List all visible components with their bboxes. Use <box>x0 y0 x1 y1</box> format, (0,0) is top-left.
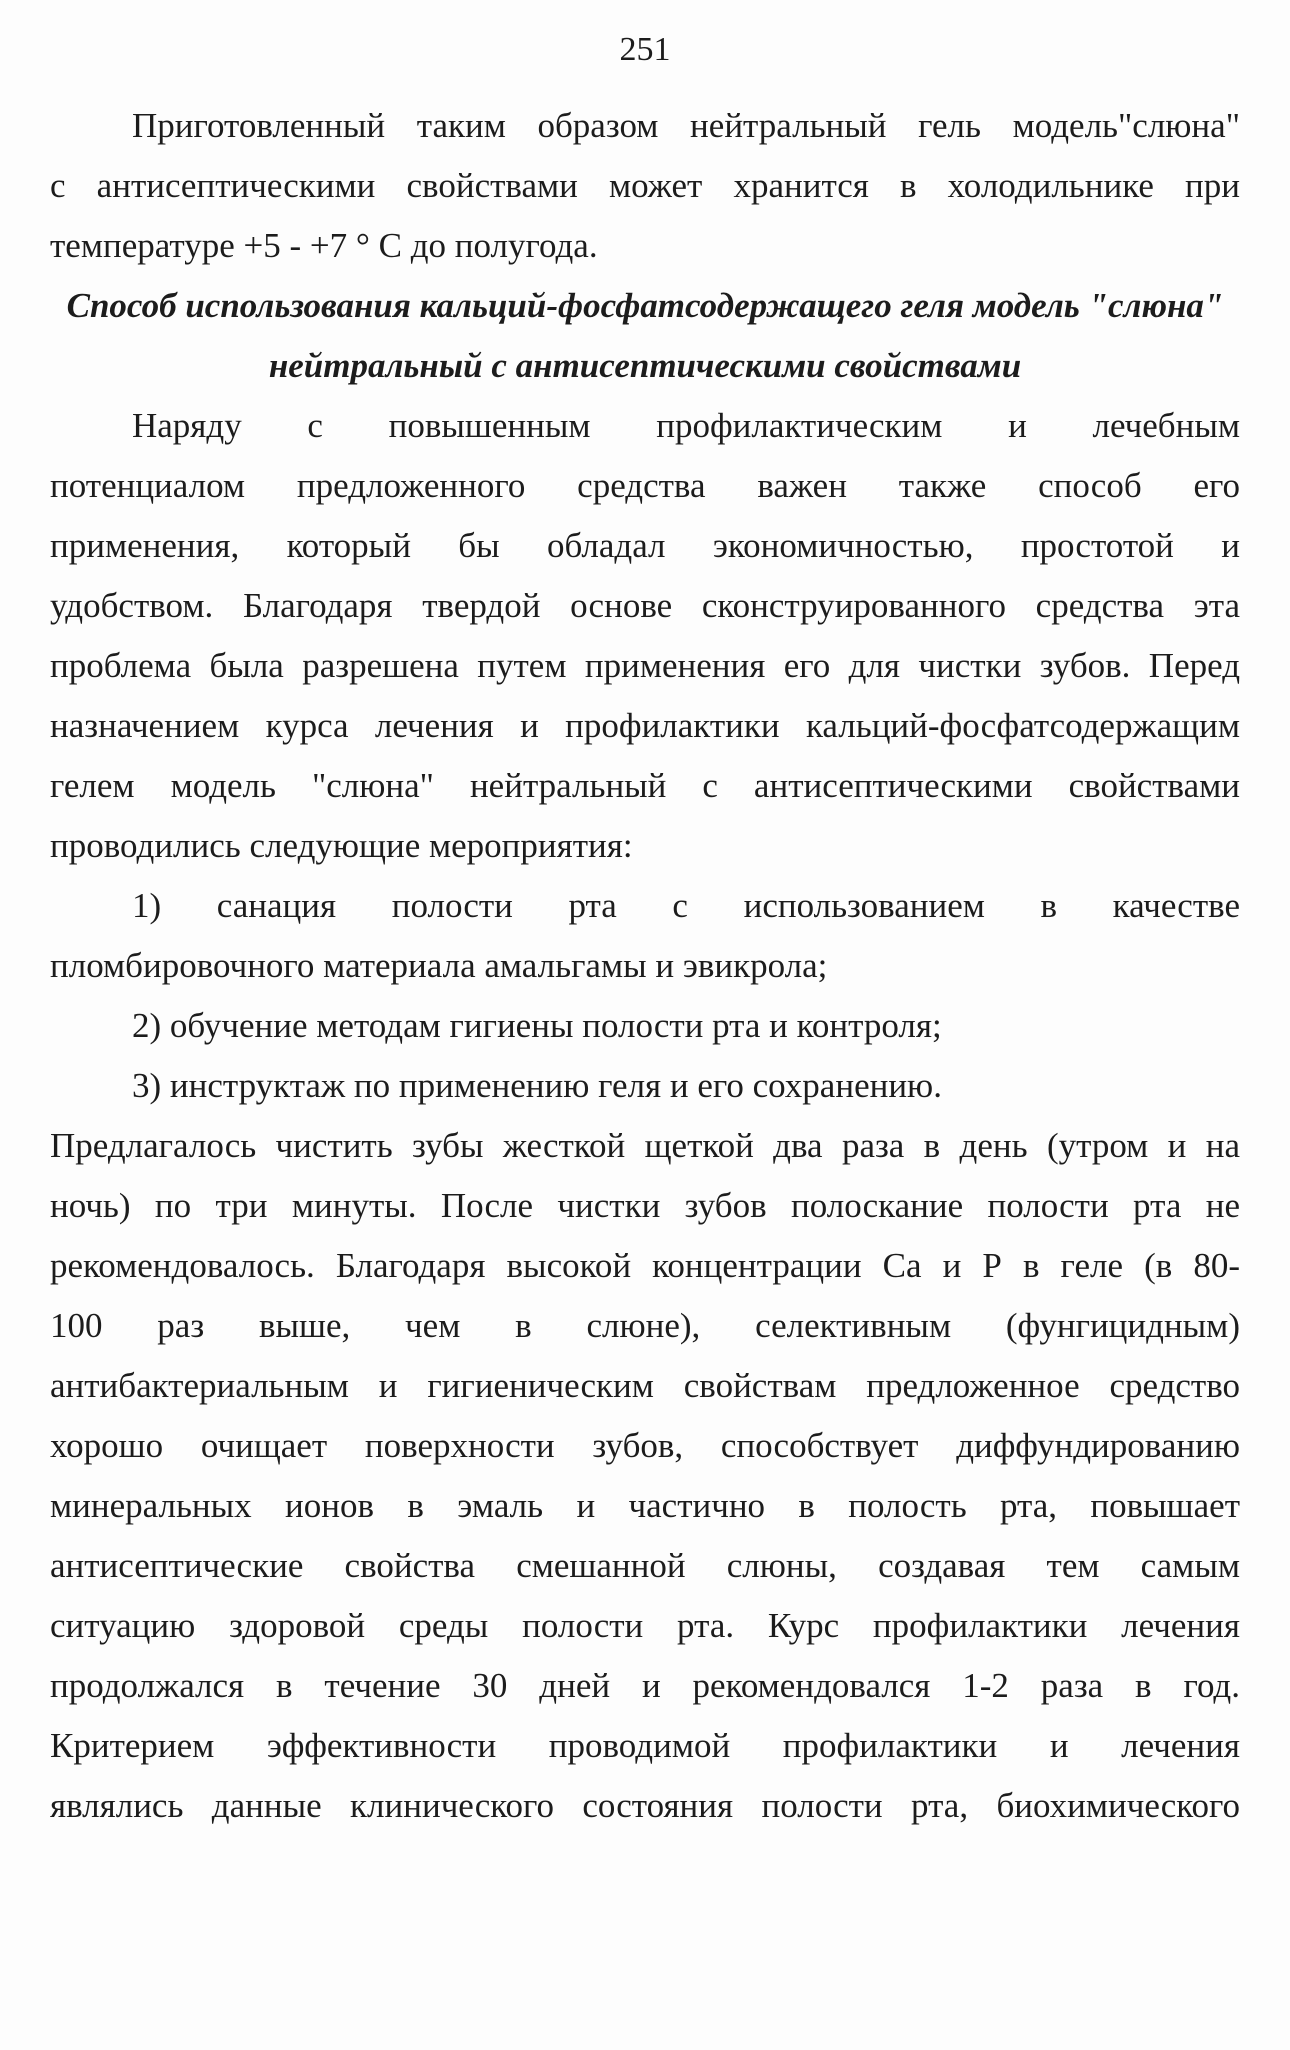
intro-line: температуре +5 - +7 ° С до полугода. <box>50 226 598 265</box>
paragraph-line: Наряду с повышенным профилактическим и лечебным <box>132 406 1240 445</box>
paragraph-line: проводились следующие мероприятия: <box>50 826 633 865</box>
section-heading-line: нейтральный с антисептическими свойствами <box>268 346 1022 385</box>
page-number: 251 <box>619 31 671 68</box>
intro-line: с антисептическими свойствами может хранится в холодильнике при <box>50 166 1240 205</box>
paragraph-line: антибактериальным и гигиеническим свойствам предложенное средство <box>50 1366 1240 1405</box>
list-item-line: 3) инструктаж по применению геля и его сохранению. <box>132 1066 942 1105</box>
paragraph-line: антисептические свойства смешанной слюны, создавая тем самым <box>50 1546 1240 1585</box>
paragraph-line: рекомендовалось. Благодаря высокой концентрации Са и Р в геле (в 80- <box>50 1246 1240 1285</box>
section-heading-line: Способ использования кальций-фосфатсодержащего геля модель "слюна" <box>66 286 1224 325</box>
paragraph-line: ночь) по три минуты. После чистки зубов полоскание полости рта не <box>50 1186 1240 1225</box>
paragraph-line: проблема была разрешена путем применения его для чистки зубов. Перед <box>50 646 1240 685</box>
intro-line: Приготовленный таким образом нейтральный гель модель"слюна" <box>132 106 1240 145</box>
paragraph-line: хорошо очищает поверхности зубов, способствует диффундированию <box>50 1426 1240 1465</box>
paragraph-line: Критерием эффективности проводимой профилактики и лечения <box>50 1726 1240 1765</box>
list-item-line: 1) санация полости рта с использованием в качестве <box>132 886 1240 925</box>
list-item-line: пломбировочного материала амальгамы и эвикрола; <box>50 946 828 985</box>
paragraph-line: минеральных ионов в эмаль и частично в полость рта, повышает <box>50 1486 1240 1525</box>
paragraph-line: 100 раз выше, чем в слюне), селективным (фунгицидным) <box>50 1306 1240 1345</box>
paragraph-line: применения, который бы обладал экономичностью, простотой и <box>50 526 1240 565</box>
paragraph-line: гелем модель "слюна" нейтральный с антисептическими свойствами <box>50 766 1240 805</box>
paragraph-line: продолжался в течение 30 дней и рекомендовался 1-2 раза в год. <box>50 1666 1240 1705</box>
page-body <box>50 96 1240 1836</box>
paragraph-line: ситуацию здоровой среды полости рта. Курс профилактики лечения <box>50 1606 1240 1645</box>
list-item-line: 2) обучение методам гигиены полости рта и контроля; <box>132 1006 942 1045</box>
paragraph-line: назначением курса лечения и профилактики кальций-фосфатсодержащим <box>50 706 1240 745</box>
paragraph-line: являлись данные клинического состояния полости рта, биохимического <box>50 1786 1240 1825</box>
paragraph-line: удобством. Благодаря твердой основе сконструированного средства эта <box>50 586 1240 625</box>
paragraph-line: Предлагалось чистить зубы жесткой щеткой два раза в день (утром и на <box>50 1126 1240 1165</box>
paragraph-line: потенциалом предложенного средства важен также способ его <box>50 466 1240 505</box>
